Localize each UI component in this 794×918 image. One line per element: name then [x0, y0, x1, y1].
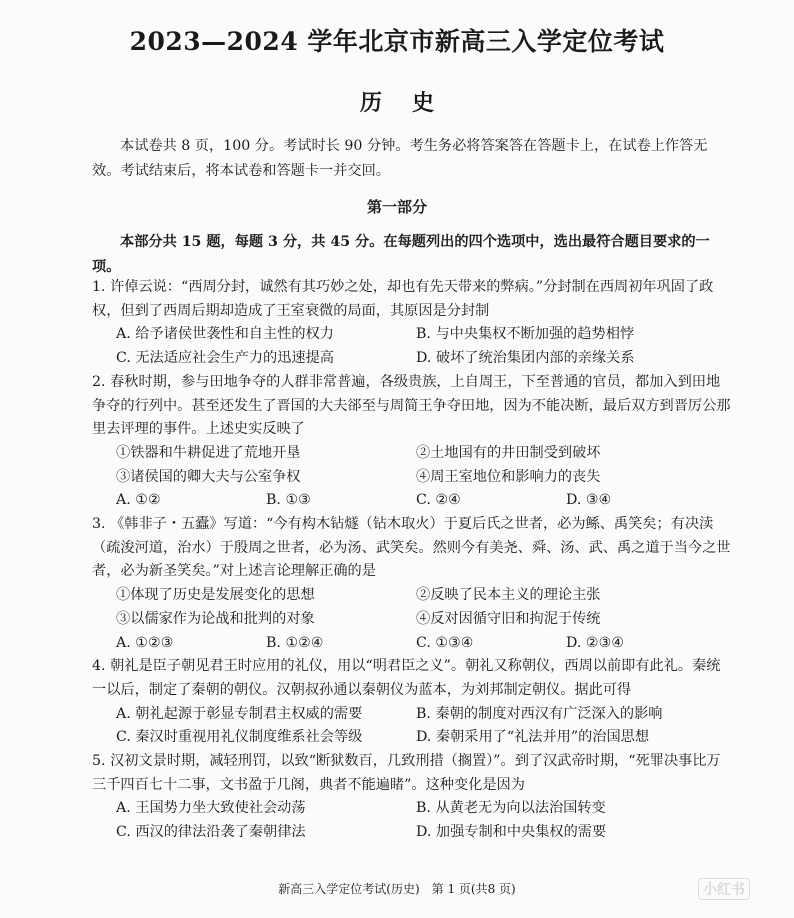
option: C. ②④	[416, 492, 461, 509]
option: D. 秦朝采用了“礼法并用”的治国思想	[416, 729, 650, 746]
option: B. 秦朝的制度对西汉有广泛深入的影响	[416, 705, 663, 722]
option: D. 破坏了统治集团内部的亲缘关系	[416, 350, 635, 367]
option: A. ①②③	[116, 634, 174, 651]
question-stem: 汉初文景时期，减轻刑罚，以致“断狱数百，几致刑措（搁置）”。到了汉武帝时期，“死罪决事比万三千四百七十二事，文书盈于几阁，典者不能遍睹”。这种变化是因为	[92, 753, 721, 793]
question-stem: 《韩非子・五蠹》写道：“今有构木钻燧（钻木取火）于夏后氏之世者，必为鲧、禹笑矣；有决渎（疏浚河道，治水）于殷周之世者，必为汤、武笑矣。然则今有美尧、舜、汤、武、禹之道于当今之世者，必为新圣笑矣。”对上述言论理解正确的是	[92, 516, 731, 580]
option: C. ①③④	[416, 634, 474, 651]
question-number: 2.	[92, 373, 106, 390]
statement: ③以儒家作为论战和批判的对象	[116, 610, 315, 627]
question-number: 4.	[92, 658, 106, 675]
question-stem: 朝礼是臣子朝见君王时应用的礼仪，用以“明君臣之义”。朝礼又称朝仪，西周以前即有此礼。秦统一以后，制定了秦朝的朝仪。汉朝叔孙通以秦朝仪为蓝本，为刘邦制定朝仪。据此可得	[92, 658, 721, 698]
question	[92, 513, 732, 655]
statement: ③诸侯国的卿大夫与公室争权	[116, 468, 301, 485]
subject-title: 历史	[359, 90, 464, 116]
option: B. 与中央集权不断加强的趋势相悖	[416, 326, 635, 343]
option: A. ①②	[116, 492, 161, 509]
question-list	[92, 276, 732, 845]
option: B. ①③	[266, 492, 311, 509]
option: C. 秦汉时重视用礼仪制度维系社会等级	[116, 729, 363, 746]
page-footer: 新高三入学定位考试(历史) 第 1 页(共8 页)	[278, 882, 516, 896]
option: A. 王国势力坐大致使社会动荡	[116, 800, 306, 817]
exam-title: 2023—2024 学年北京市新高三入学定位考试	[129, 27, 665, 56]
option: B. ①②④	[266, 634, 324, 651]
option: D. ③④	[566, 492, 612, 509]
question	[92, 371, 732, 513]
question-number: 1.	[92, 279, 106, 295]
option: A. 给予诸侯世袭性和自主性的权力	[116, 326, 334, 343]
option: C. 西汉的律法沿袭了秦朝律法	[116, 824, 306, 841]
statement: ②土地国有的井田制受到破坏	[416, 444, 601, 461]
question	[92, 750, 732, 845]
option: D. 加强专制和中央集权的需要	[416, 824, 607, 841]
question-stem: 许倬云说：“西周分封，诚然有其巧妙之处，却也有先天带来的弊病。”分封制在西周初年巩固了政权，但到了西周后期却造成了王室衰微的局面，其原因是分封制	[92, 279, 714, 319]
part-description: 本部分共 15 题，每题 3 分，共 45 分。在每题列出的四个选项中，选出最符合题目要求的一项。	[92, 234, 710, 275]
question	[92, 655, 732, 750]
statement: ①体现了历史是发展变化的思想	[116, 587, 315, 604]
option: C. 无法适应社会生产力的迅速提高	[116, 350, 334, 367]
option: B. 从黄老无为向以法治国转变	[416, 800, 606, 817]
statement: ④周王室地位和影响力的丧失	[416, 468, 601, 485]
statement: ①铁器和牛耕促进了荒地开垦	[116, 444, 301, 461]
exam-notice: 本试卷共 8 页，100 分。考试时长 90 分钟。考生务必将答案答在答题卡上，在试卷上作答无效。考试结束后，将本试卷和答题卡一并交回。	[92, 138, 708, 179]
option: D. ②③④	[566, 634, 625, 651]
question	[92, 276, 732, 371]
option: A. 朝礼起源于彰显专制君主权威的需要	[116, 705, 363, 722]
question-number: 3.	[92, 516, 106, 533]
question-stem: 春秋时期，参与田地争夺的人群非常普遍，各级贵族，上自周王，下至普通的官员，都加入到田地争夺的行列中。甚至还发生了晋国的大夫郤至与周简王争夺田地，因为不能决断，最后双方到晋厉公那里去评理的事件。上述史实反映了	[92, 373, 731, 438]
watermark-logo: 小红书	[698, 878, 750, 900]
question-number: 5.	[92, 753, 106, 770]
statement: ④反对因循守旧和拘泥于传统	[416, 610, 601, 627]
statement: ②反映了民本主义的理论主张	[416, 587, 601, 604]
part-title: 第一部分	[366, 198, 427, 216]
